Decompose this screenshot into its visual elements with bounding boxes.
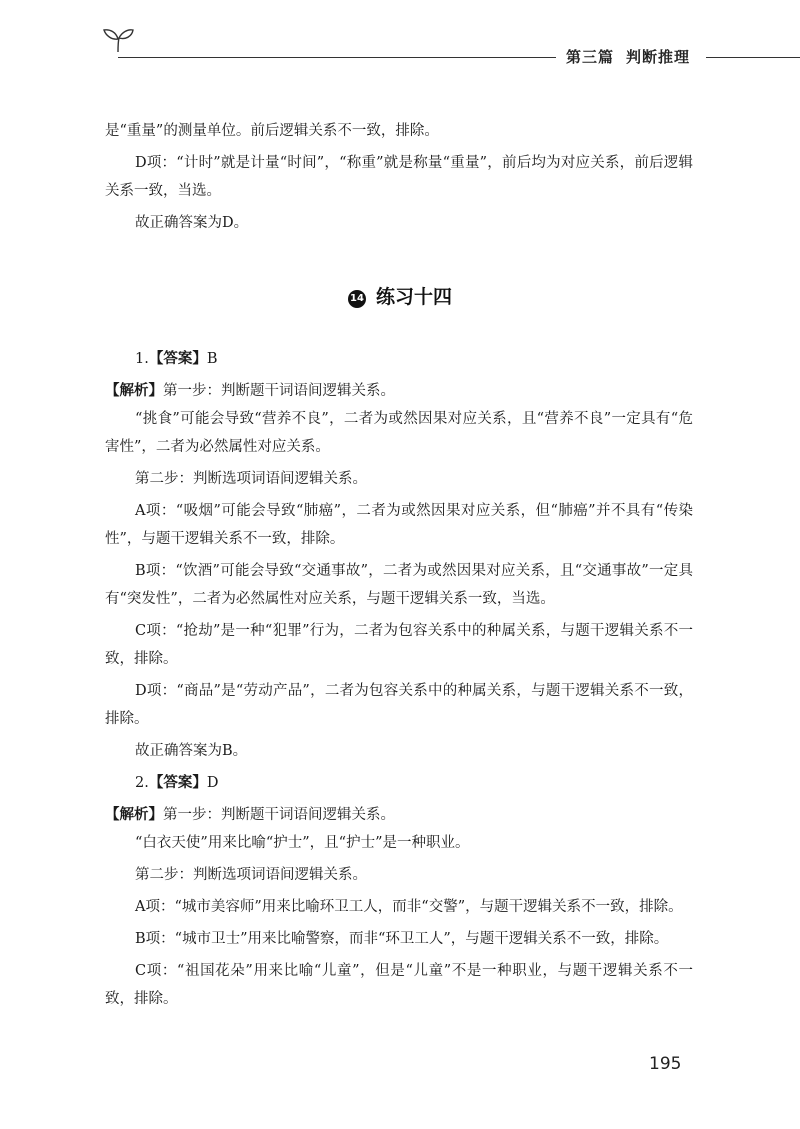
paragraph: D项：“计时”就是计量“时间”，“称重”就是称量“重量”，前后均为对应关系，前后逻辑关系一致，当选。 bbox=[105, 155, 693, 199]
q1-analysis-line bbox=[105, 377, 693, 405]
section-badge: 14 bbox=[348, 290, 366, 308]
q2-analysis-line bbox=[105, 801, 693, 829]
sprout-icon bbox=[100, 24, 136, 54]
header-rule-left bbox=[118, 57, 556, 58]
section-heading bbox=[0, 282, 800, 309]
q1-option-c: C项：“抢劫”是一种“犯罪”行为，二者为包容关系中的种属关系，与题干逻辑关系不一致，排除。 bbox=[105, 623, 693, 667]
q1-conclusion: 故正确答案为B。 bbox=[135, 743, 248, 759]
q2-option-c: C项：“祖国花朵”用来比喻“儿童”，但是“儿童”不是一种职业，与题干逻辑关系不一致，排除。 bbox=[105, 963, 693, 1007]
q1-option-d: D项：“商品”是“劳动产品”，二者为包容关系中的种属关系，与题干逻辑关系不一致，排除。 bbox=[105, 683, 693, 727]
q2-paragraph: “白衣天使”用来比喻“护士”，且“护士”是一种职业。 bbox=[135, 835, 470, 851]
q1-option-a: A项：“吸烟”可能会导致“肺癌”，二者为或然因果对应关系，但“肺癌”并不具有“传染性”，与题干逻辑关系不一致，排除。 bbox=[105, 503, 693, 547]
q2-step2: 第二步：判断选项词语间逻辑关系。 bbox=[135, 867, 367, 883]
q2-number: 2. bbox=[135, 775, 149, 791]
answer-label: 【答案】 bbox=[148, 351, 207, 367]
q1-answer: B bbox=[206, 351, 218, 367]
q1-paragraph: “挑食”可能会导致“营养不良”，二者为或然因果对应关系，且“营养不良”一定具有“危害性”，二者为必然属性对应关系。 bbox=[105, 411, 693, 455]
answer-label: 【答案】 bbox=[148, 775, 207, 791]
section-title: 练习十四 bbox=[375, 286, 452, 308]
q1-step2: 第二步：判断选项词语间逻辑关系。 bbox=[135, 471, 367, 487]
q2-option-b: B项：“城市卫士”用来比喻警察，而非“环卫工人”，与题干逻辑关系不一致，排除。 bbox=[135, 931, 669, 947]
page-header bbox=[0, 0, 800, 80]
q2-answer: D bbox=[206, 775, 219, 791]
paragraph: 是“重量”的测量单位。前后逻辑关系不一致，排除。 bbox=[105, 123, 439, 139]
previous-answer-continuation bbox=[105, 117, 693, 237]
header-part: 第三篇 bbox=[566, 48, 615, 66]
q1-option-b: B项：“饮酒”可能会导致“交通事故”，二者为或然因果对应关系，且“交通事故”一定具有“突发性”，二者为必然属性对应关系，与题干逻辑关系一致，当选。 bbox=[105, 563, 693, 607]
header-title bbox=[566, 46, 690, 67]
q1-answer-line bbox=[105, 345, 693, 373]
analysis-label: 【解析】 bbox=[105, 807, 163, 823]
q2-option-a: A项：“城市美容师”用来比喻环卫工人，而非“交警”，与题干逻辑关系不一致，排除。 bbox=[135, 899, 683, 915]
q1-step1: 第一步：判断题干词语间逻辑关系。 bbox=[163, 383, 395, 399]
page-number: 195 bbox=[649, 1054, 682, 1074]
header-chapter: 判断推理 bbox=[626, 48, 691, 66]
q1-number: 1. bbox=[135, 351, 149, 367]
q2-answer-line bbox=[105, 769, 693, 797]
analysis-label: 【解析】 bbox=[105, 383, 163, 399]
q2-step1: 第一步：判断题干词语间逻辑关系。 bbox=[163, 807, 395, 823]
paragraph: 故正确答案为D。 bbox=[135, 215, 249, 231]
header-rule-right bbox=[706, 57, 800, 58]
exercise-answers bbox=[105, 345, 693, 1017]
